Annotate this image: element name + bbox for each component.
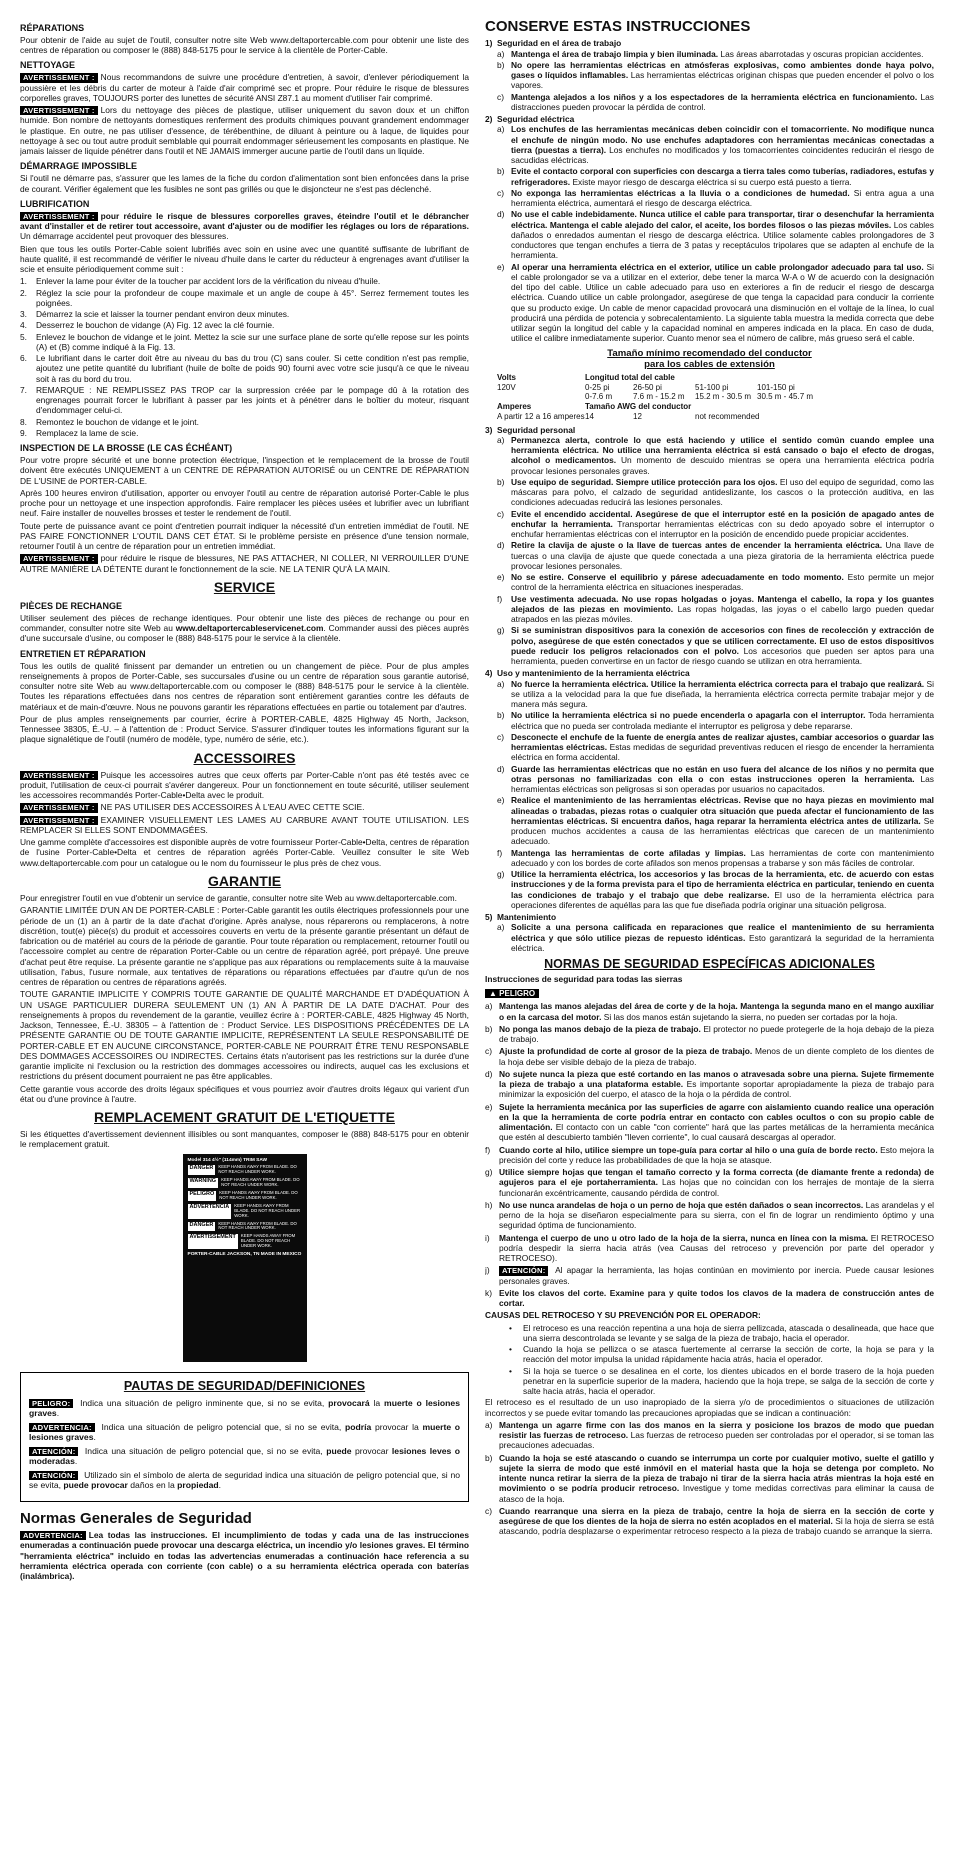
list-item: a) Los enchufes de las herramientas mecánicas deben coincidir con el tomacorriente. No modifique nunca el enchufe de ningún modo. No use enchufes adaptadores con herramientas mecánicas conectadas a tierra (puestas a tierra). Los enchufes no modificados y los tomacorrientes coincidentes reducirán el riesgo de sacudidas eléctricas. — [497, 124, 934, 166]
maintenance-text-2: Pour de plus amples renseignements par courrier, écrire à PORTER-CABLE, 4825 Highway 45 North, Jackson, Tennessee 38305, É.-U. – à l'attention de : Product Service. S'assurer d'indiquer toutes les informations figurant sur la plaque signalétique de l'outil (numéro de modèle, type, numéro de série, etc.). — [20, 713, 469, 745]
list-item: b) Use equipo de seguridad. Siempre utilice protección para los ojos. El uso del equipo de seguridad, como las máscaras para polvo, el calzado de seguridad antideslizante, los cascos o la protección auditiva, en las condiciones adecuadas reducirá las lesiones personales. — [497, 476, 934, 508]
brush-heading: INSPECTION DE LA BROSSE (LE CAS ÉCHÉANT) — [20, 443, 233, 454]
label-tag: ADVERTENCIA — [188, 1204, 232, 1219]
label-text: KEEP HANDS AWAY FROM BLADE. DO NOT REACH UNDER WORK. — [218, 1220, 297, 1231]
label-row — [188, 1165, 302, 1175]
accessories-warning-2: AVERTISSEMENT : NE PAS UTILISER DES ACCESSOIRES À L'EAU AVEC CETTE SCIE. — [20, 802, 469, 812]
section-1: 1) Seguridad en el área de trabajo — [485, 38, 622, 49]
atencion-badge: ATENCIÓN: — [29, 1447, 78, 1456]
table-cell: 14 — [585, 411, 594, 421]
list-item: h) No use nunca arandelas de hoja o un perno de hoja que estén dañados o sean incorrectos. Las arandelas y el perno de la hoja se diseñaron especialmente para su sierra, con el fin de lograr un rendimiento óptimo y una seguridad óptima de funcionamiento. — [485, 1199, 934, 1231]
label-footer: PORTER-CABLE JACKSON, TN MADE IN MEXICO — [187, 1252, 302, 1258]
warning-badge: AVERTISSEMENT : — [20, 771, 98, 780]
label-tag: PELIGRO — [188, 1191, 217, 1201]
section-5: 5) Mantenimiento — [485, 912, 557, 923]
list-item: c) Mantenga alejados a los niños y a los espectadores de la herramienta eléctrica en funcionamiento. Las distracciones pueden provocar la pérdida de control. — [497, 91, 934, 112]
label-text: KEEP HANDS AWAY FROM BLADE. DO NOT REACH UNDER WORK. — [240, 1233, 296, 1249]
label-row — [188, 1204, 302, 1219]
list-item: e) Realice el mantenimiento de las herramientas eléctricas. Revise que no haya piezas en movimiento mal alineadas o trabadas, piezas rotas o cualquier otra situación que pueda afectar el funcionamiento de las herramientas eléctricas. Si encuentra daños, haga reparar la herramienta eléctrica antes de utilizarla. Se producen muchos accidentes a causa de las herramientas eléctricas que carecen de un mantenimiento adecuado. — [497, 795, 934, 847]
cleaning-text-2: AVERTISSEMENT : Lors du nettoyage des pièces de plastique, utiliser uniquement du savon doux et un chiffon humide. Bon nombre de nettoyants domestiques renferment des produits chimiques pouvant grandement endommager le plastique. En outre, ne pas utiliser d'essence, de térébenthine, de diluant à peinture ou à laque, de liquides pour nettoyage à sec ou tout autre produit semblable qui pourrait endommager sérieusement les composants en plastique. Ne jamais laisser de liquide pénétrer dans l'outil et NE JAMAIS immerger aucune partie de l'outil dans un liquide. — [20, 105, 469, 157]
list-item: f) Use vestimenta adecuada. No use ropas holgadas o joyas. Mantenga el cabello, la ropa y los guantes alejados de las piezas en movimiento. Las ropas holgadas, las joyas o el cabello largo pueden quedar atrapados en las piezas móviles. — [497, 593, 934, 625]
definitions-title: PAUTAS DE SEGURIDAD/DEFINICIONES — [123, 1378, 366, 1393]
right-column — [485, 18, 934, 1876]
kickback-causes-text: El retroceso es el resultado de un uso inapropiado de la sierra y/o de procedimientos o situaciones de utilización incorrectos y se puede evitar tomando las precauciones apropiadas que se indican a continuación: — [485, 1397, 934, 1418]
cleaning-text-1: AVERTISSEMENT : Nous recommandons de suivre une procédure d'entretien, à savoir, d'enlever périodiquement la poussière et les débris du carter de moteur à l'aide d'air comprimé sec et propre. Pour réduire le risque de blessures corporelles graves, TOUJOURS porter des lunettes de sécurité ANSI Z87.1 au moment d'utiliser l'air comprimé. — [20, 72, 469, 103]
cable-table-title: Tamaño mínimo recomendado del conductor para los cables de extensión — [607, 347, 812, 371]
accessories-text-2: Une gamme complète d'accessoires est disponible auprès de votre fournisseur Porter-Cable•Delta, centres de réparation de l'usine Porter-Cable•Delta et centres de réparation agréés Porter-Cable. Veuillez consulter le site Web www.deltaportercable.com pour un catalogue ou le nom du fournisseur le plus près de chez vous. — [20, 837, 469, 868]
safety-definitions-box — [20, 1372, 469, 1502]
parts-heading: PIÈCES DE RECHANGE — [20, 600, 123, 611]
table-cell: 0-7.6 m — [585, 392, 613, 402]
lubrication-step: 1. Enlever la lame pour éviter de la toucher par accident lors de la vérification du niveau d'huile. — [20, 276, 381, 287]
list-item: k) Evite los clavos del corte. Examine para y quite todos los clavos de la madera de construcción antes de cortar. — [485, 1287, 934, 1309]
peligro-badge: PELIGRO: — [29, 1399, 73, 1408]
parts-text: Utiliser seulement des pièces de rechange identiques. Pour obtenir une liste des pièces de rechange ou pour en commander, consulter notre site Web au www.deltaportercableservicenet.com. Commander aussi des pièces auprès d'une succursale d'usine, ou composer le (888) 848-5175 pour le service à la clientèle. — [20, 612, 469, 644]
lubrication-step: 2. Réglez la scie pour la profondeur de coupe maximale et un angle de coupe à 45°. Serrez fermement toutes les poignées. — [20, 287, 469, 308]
brush-text-3: Toute perte de puissance avant ce point d'entretien pourrait indiquer la nécessité d'un entretien immédiat de l'outil. NE PAS FAIRE FONCTIONNER L'OUTIL DANS CET ÉTAT. Si le problème persiste en présence d'une tension normale, retourner l'outil à un centre de réparation pour un entretien immédiat. — [20, 520, 469, 552]
atencion-badge: ATENCIÓN: — [29, 1471, 78, 1480]
label-replacement-heading: REMPLACEMENT GRATUIT DE L'ETIQUETTE — [94, 1109, 395, 1126]
general-safety-heading: Normas Generales de Seguridad — [20, 1509, 252, 1527]
repairs-heading: RÉPARATIONS — [20, 23, 85, 33]
def-atencion-property: ATENCIÓN: Utilizado sin el símbolo de alerta de seguridad indica una situación de peligro potencial que, si no se evita, puede provocar daños en la propiedad. — [29, 1469, 461, 1491]
lubrication-step: 3. Démarrez la scie et laisser la tourner pendant environ deux minutes. — [20, 309, 290, 320]
def-peligro: PELIGRO: Indica una situación de peligro inminente que, si no se evita, provocará la muerte o lesiones graves. — [29, 1397, 460, 1419]
warning-label-image — [183, 1154, 307, 1362]
accessories-text-1: AVERTISSEMENT : Puisque les accessoires autres que ceux offerts par Porter-Cable n'ont pas été testés avec ce produit, l'utilisation de ceux-ci pourrait s'avérer dangereux. Pour un fonctionnement en toute sécurité, utiliser seulement les accessoires recommandés Porter-Cable•Delta avec le produit. — [20, 769, 469, 801]
warning-badge: AVERTISSEMENT : — [20, 73, 98, 82]
table-cell: 15.2 m - 30.5 m — [695, 392, 752, 402]
list-item: g) Utilice la herramienta eléctrica, los accesorios y las brocas de la herramienta, etc. de acuerdo con estas instrucciones y de la forma prevista para el tipo de herramienta eléctrica en particular, teniendo en cuenta las condiciones de trabajo y el trabajo que debe realizarse. El uso de la herramienta eléctrica para operaciones diferentes de aquéllas para las que fue diseñada podría originar una situación peligrosa. — [497, 869, 934, 910]
warning-badge: AVERTISSEMENT : — [20, 816, 98, 825]
peligro-badge: ▲ PELIGRO — [485, 989, 539, 999]
table-cell: 101-150 pi — [757, 382, 795, 392]
list-item: a) No fuerce la herramienta eléctrica. Utilice la herramienta eléctrica correcta para el trabajo que realizará. Si se utiliza a la velocidad para la que fue diseñada, la herramienta eléctrica correcta permite trabajar mejor y de manera más segura. — [497, 678, 934, 710]
list-item: c) Ajuste la profundidad de corte al grosor de la pieza de trabajo. Menos de un diente completo de los dientes de la hoja debe ser visible debajo de la pieza de trabajo. — [485, 1046, 934, 1067]
table-cell: not recommended — [695, 411, 760, 421]
warranty-text-2: GARANTIE LIMITÉE D'UN AN DE PORTER-CABLE : Porter-Cable garantit les outils électriques professionnels pour une période de un (1) an à partir de la date d'achat d'origine. Après analyse, nous réparerons ou remplacerons, à notre discrétion, tout(e) pièce(s) du produit et accessoires couverts en vertu de la présente garantie présentant un défaut de fabrication ou de matériel au cours de la période de garantie. Pour toute réparation ou remplacement, retourner l'outil ou l'accessoire complet au centre de réparation Porter-Cable ou un centre de réparation agréé, port prépayé. Une preuve d'achat peut être requise. La présente garantie ne s'applique pas aux réparations ou remplacements suite à la mauvaise utilisation, l'abus, l'usure normale, aux tentatives de réparations ou réparations effectuées par d'autre qu'un de nos centres de réparation ou centres de réparations agréés. — [20, 905, 469, 988]
list-item: c) Evite el encendido accidental. Asegúrese de que el interruptor esté en la posición de apagado antes de enchufar la herramienta. Transportar herramientas eléctricas con su dedo apoyado sobre el interruptor o enchufar herramientas eléctricas con el interruptor en la posición de encendido puede propiciar accidentes. — [497, 508, 934, 540]
list-item: e) Al operar una herramienta eléctrica en el exterior, utilice un cable prolongador adecuado para tal uso. Si el cable prolongador se va a utilizar en el exterior, debe tener la marca W-A o W de acuerdo con la designación del tipo del cable. Utilice un cable adecuado para uso en exteriores a fin de reducir el riesgo de descarga eléctrica. Cuando utilice un cable prolongador, asegúrese de que tenga la capacidad para conducir la corriente que su producto exige. Un cable de menor capacidad provocará una disminución en el voltaje de la línea, lo cual producirá una pérdida de potencia y sobrecalentamiento. La siguiente tabla muestra la medida correcta que debe utilizar según la longitud del cable y la capacidad nominal en amperes indicada en la placa. En caso de duda, utilice el calibre inmediatamente superior. Cuanto menor sea el número de calibre, más grueso será el cable. — [497, 261, 934, 344]
cable-table: Volts Longitud total del cable 120V 0-25 pi 26-50 pi 51-100 pi 101-150 pi 0-7.6 m 7.6 m - 15.2 m 15.2 m - 30.5 m 30.5 m - 45.7 m Amperes Tamaño AWG del conductor A partir 12 a 16 amperes 14 12 not recommended — [497, 373, 934, 422]
repairs-text: Pour obtenir de l'aide au sujet de l'outil, consulter notre site Web www.deltaportercable.com pour obtenir une liste des centres de réparation ou composer le (888) 848-5175 pour le service à la clientèle de Porter-Cable. — [20, 34, 469, 56]
label-text: KEEP HANDS AWAY FROM BLADE. DO NOT REACH UNDER WORK. — [234, 1202, 301, 1218]
general-safety-text: ADVERTENCIA: Lea todas las instrucciones. El incumplimiento de todas y cada una de las instrucciones enumeradas a continuación puede provocar una descarga eléctrica, un incendio y/o lesiones graves. El término "herramienta eléctrica" incluido en todas las advertencias enumeradas a continuación hace referencia a su herramienta eléctrica operada con corriente (con cable) o a su herramienta eléctrica operada con baterías (inalámbrica). — [20, 1530, 469, 1582]
warranty-text-4: Cette garantie vous accorde des droits légaux spécifiques et vous pourriez avoir d'autres droits légaux qui varient d'un état ou d'une province à l'autre. — [20, 1083, 469, 1104]
table-cell: 26-50 pi — [633, 382, 662, 392]
additional-safety-sub: Instrucciones de seguridad para todas las sierras — [485, 974, 683, 985]
kickback-bullet: • El retroceso es una reacción repentina a una hoja de sierra pellizcada, atascada o desalineada, que hace que una sierra descontrolada se levante y se salga de la pieza de trabajo, hacia el operador. — [509, 1322, 934, 1343]
lubrication-heading: LUBRIFICATION — [20, 198, 90, 209]
list-item: b) Cuando la hoja se esté atascando o cuando se interrumpa un corte por cualquier motivo, suelte el gatillo y sujete la sierra de modo que esté inmóvil en el material hasta que la hoja se detenga por completo. No intente nunca retirar la sierra de la pieza de trabajo ni tirar de la sierra hacia atrás mientras la hoja esté en movimiento o se podría producir retroceso. Investigue y tome medidas correctivas para eliminar la causa de atasco de la hoja. — [485, 1452, 934, 1504]
warranty-heading: GARANTIE — [207, 872, 282, 889]
lubrication-step: 7. REMARQUE : NE REMPLISSEZ PAS TROP car la surpression créée par le pompage dû à la rotation des engrenages pourrait forcer le lubrifiant à passer par les joints et à pénétrer dans le boîtier du moteur, risquant d'endommager celui-ci. — [20, 384, 469, 416]
additional-safety-heading: NORMAS DE SEGURIDAD ESPECÍFICAS ADICIONALES — [544, 957, 875, 972]
lubrication-warning: AVERTISSEMENT : pour réduire le risque de blessures corporelles graves, éteindre l'outil et le débrancher avant d'installer et de retirer tout accessoire, avant d'ajuster ou de modifier les réglages ou lors de réparations. Un démarrage accidentel peut provoquer des blessures. — [20, 210, 469, 242]
lubrication-step: 6. Le lubrifiant dans le carter doit être au niveau du bas du trou (C) sans couler. Si cette condition n'est pas remplie, ajoutez une petite quantité du lubrifiant (huile de boîte de poids 90) fourni avec votre scie jusqu'à ce que le niveau soit à ras du bord du trou. — [20, 353, 469, 384]
kickback-causes-heading: CAUSAS DEL RETROCESO Y SU PREVENCIÓN POR EL OPERADOR: — [485, 1310, 761, 1321]
lubrication-step: 5. Enlevez le bouchon de vidange et le joint. Mettez la scie sur une surface plane de sorte qu'elle repose sur les points (A) et (B) comme indiqué à la Fig. 13. — [20, 331, 469, 352]
kickback-bullet: • Cuando la hoja se pellizca o se atasca fuertemente al cerrarse la sección de corte, la hoja se para y la reacción del motor impulsa la unidad rápidamente hacia atrás, hacia el operador. — [509, 1344, 934, 1365]
label-tag: AVERTISSEMENT — [188, 1234, 238, 1249]
parts-url[interactable]: www.deltaportercableservicenet.com — [175, 623, 324, 634]
section-2: 2) Seguridad eléctrica — [485, 114, 575, 125]
brush-text-1: Pour votre propre sécurité et une bonne protection électrique, l'inspection et le remplacement de la brosse de l'outil doivent être exécutés UNIQUEMENT à un CENTRE DE RÉPARATION AUTORISÉ ou un CENTRE DE RÉPARATION DE L'USINE de PORTER-CABLE. — [20, 455, 469, 486]
label-row — [188, 1178, 302, 1188]
label-text: KEEP HANDS AWAY FROM BLADE. DO NOT REACH UNDER WORK. — [218, 1164, 297, 1175]
table-cell: 12 — [633, 411, 642, 421]
atencion-badge: ATENCIÓN: — [499, 1266, 548, 1275]
label-tag: DANGER — [188, 1222, 216, 1232]
list-item: a) Mantenga un agarre firme con las dos manos en la sierra y posicione los brazos de modo que puedan resistir las fuerzas de retroceso. Las fuerzas de retroceso pueden ser controladas por el operador, si se toman las precauciones adecuadas. — [485, 1419, 934, 1451]
list-item: i) Mantenga el cuerpo de uno u otro lado de la hoja de la sierra, nunca en línea con la misma. El RETROCESO podría despedir la sierra hacia atrás (vea Causas del retroceso y prevención por parte del operador y RETROCESO). — [485, 1232, 934, 1264]
list-item: e) Sujete la herramienta mecánica por las superficies de agarre con aislamiento cuando realice una operación en la que la herramienta de corte podría entrar en contacto con cables ocultos o con su propio cable de alimentación. El contacto con un cable "con corriente" hará que las partes metálicas de la herramienta mecánica que estén al descubierto también "lleven corriente", lo cual causará descargas al operador. — [485, 1101, 934, 1143]
list-item: a) Mantenga el área de trabajo limpia y bien iluminada. Las áreas abarrotadas y oscuras propician accidentes. — [497, 48, 924, 59]
def-atencion: ATENCIÓN: Indica una situación de peligro potencial que, si no se evita, puede provocar lesiones leves o moderadas. — [29, 1445, 461, 1467]
label-tag: WARNING — [188, 1178, 219, 1188]
service-heading: SERVICE — [213, 578, 276, 595]
list-item: f) Cuando corte al hilo, utilice siempre un tope-guía para cortar al hilo o una guía de borde recto. Esto mejora la precisión del corte y reduce las probabilidades de que la hoja se atasque. — [485, 1144, 934, 1165]
list-item: c) Cuando rearranque una sierra en la pieza de trabajo, centre la hoja de sierra en la sección de corte y asegúrese de que los dientes de la hoja de sierra no estén acoplados en el material. Si la hoja de sierra se está atascando, podría desplazarse o experimentar retroceso respecto a la pieza de trabajo cuando se arranque la sierra. — [485, 1505, 934, 1537]
list-item: a) Mantenga las manos alejadas del área de corte y de la hoja. Mantenga la segunda mano en el mango auxiliar o en la carcasa del motor. Si las dos manos están sujetando la sierra, no pueden ser cortadas por la hoja. — [485, 1001, 934, 1022]
table-cell: 0-25 pi — [585, 382, 610, 392]
list-item: d) No use el cable indebidamente. Nunca utilice el cable para transportar, tirar o desenchufar la herramienta eléctrica. Mantenga el cable alejado del calor, el aceite, los bordes filosos o las piezas móviles. Los cables dañados o enredados aumentan el riesgo de descarga eléctrica. Utilice solamente cables prolongadores de 3 conductores que tengan enchufes a tierra de 3 patas y receptáculos tripolares que se adapten al enchufe de la herramienta. — [497, 209, 934, 261]
start-heading: DÉMARRAGE IMPOSSIBLE — [20, 161, 138, 172]
table-cell: 7.6 m - 15.2 m — [633, 392, 685, 402]
list-item: d) Retire la clavija de ajuste o la llave de tuercas antes de encender la herramienta eléctrica. Una llave de tuercas o una clavija de ajuste que quede conectada a una pieza giratoria de la herramienta eléctrica puede provocar lesiones personales. — [497, 540, 934, 571]
list-item: g) Si se suministran dispositivos para la conexión de accesorios con fines de recolección y extracción de polvo, asegúrese de que estén conectados y que se utilicen correctamente. El uso de estos dispositivos puede reducir los peligros relacionados con el polvo. Los accesorios que pueden ser aptos para una herramienta, pueden convertirse en un factor de riesgo cuando se utilizan en otra herramienta. — [497, 625, 934, 667]
warning-badge: AVERTISSEMENT : — [20, 803, 98, 812]
lubrication-step: 4. Desserrez le bouchon de vidange (A) Fig. 12 avec la clé fournie. — [20, 320, 275, 331]
section-3: 3) Seguridad personal — [485, 424, 576, 435]
list-item: j) ATENCIÓN: Al apagar la herramienta, las hojas continúan en movimiento por inercia. Puede causar lesiones personales graves. — [485, 1265, 934, 1286]
warranty-text-3: TOUTE GARANTIE IMPLICITE Y COMPRIS TOUTE GARANTIE DE QUALITÉ MARCHANDE ET D'ADÉQUATION À UN USAGE PARTICULIER DURERA SEULEMENT UN (1) AN À PARTIR DE LA DATE D'ACHAT. Pour des renseignements à propos du revendement de la garantie, veuillez écrire à : PORTER-CABLE, 4825 Highway 45 North, Jackson, Tennessee, É.-U. 38305 – à l'attention de : Product Service. LES DISPOSITIONS PRÉCÉDENTES DE LA PRÉSENTE GARANTIE OU DE TOUTE GARANTIE IMPLICITE, REPRÉSENTENT LA SEULE RESPONSABILITÉ DE PORTER-CABLE ET EN AUCUNE CIRCONSTANCE, PORTER-CABLE NE POURRAIT ÊTRE TENU RESPONSABLE DES DOMMAGES ACCESSOIRES OU INDIRECTES. Certains états n'autorisent pas les restrictions sur la durée d'une garantie implicite ni l'exclusion ou la restriction des dommages accessoires ou indirects, auquel cas les exclusions et restrictions du présent document pourraient ne pas être applicables. — [20, 989, 469, 1082]
advertencia-badge: ADVERTENCIA: — [20, 1531, 86, 1540]
brush-warning: AVERTISSEMENT : pour réduire le risque de blessures, NE PAS ATTACHER, NI COLLER, NI VERROUILLER D'UNE AUTRE MANIÈRE LA DÉTENTE durant le fonctionnement de la scie. NE LA TENIR QU'À LA MAIN. — [20, 553, 469, 574]
start-text: Si l'outil ne démarre pas, s'assurer que les lames de la fiche du cordon d'alimentation sont bien enfoncées dans la prise de courant. Vérifier également que les fusibles ne sont pas grillés ou que le disjoncteur ne s'est pas déclenché. — [20, 173, 469, 194]
left-column — [20, 18, 469, 1876]
label-tag: DANGER — [188, 1165, 216, 1175]
accessories-heading: ACCESSOIRES — [193, 749, 296, 766]
kickback-bullet: • Si la hoja se tuerce o se desalinea en el corte, los dientes ubicados en el borde trasero de la hoja pueden penetrar en la superficie superior de la madera, haciendo que la hoja trepe, se salga de la sección de corte y salte hacia atrás, hacia el operador. — [509, 1365, 934, 1397]
label-row — [188, 1222, 302, 1232]
label-row — [188, 1234, 302, 1249]
table-cell: 51-100 pi — [695, 382, 729, 392]
warning-badge: AVERTISSEMENT : — [20, 554, 98, 563]
list-item: g) Utilice siempre hojas que tengan el tamaño correcto y la forma correcta (de diamante frente a redonda) de agujeros para el eje portaherramienta. Las hojas que no coincidan con los herrajes de montaje de la sierra funcionarán excéntricamente, causando pérdida de control. — [485, 1167, 934, 1198]
list-item: f) Mantenga las herramientas de corte afiladas y limpias. Las herramientas de corte con mantenimiento adecuado y con los bordes de corte afilados son menos propensas a trabarse y son más fáciles de controlar. — [497, 847, 934, 868]
list-item: c) Desconecte el enchufe de la fuente de energía antes de realizar ajustes, cambiar accesorios o guardar las herramientas eléctricas. Estas medidas de seguridad preventivas reducen el riesgo de encender la herramienta eléctrica en forma accidental. — [497, 731, 934, 763]
list-item: e) No se estire. Conserve el equilibrio y párese adecuadamente en todo momento. Esto permite un mejor control de la herramienta eléctrica en situaciones inesperadas. — [497, 572, 934, 593]
list-item: a) Solicite a una persona calificada en reparaciones que realice el mantenimiento de su herramienta eléctrica y que sólo utilice piezas de repuesto idénticas. Esto garantizará la seguridad de la herramienta eléctrica. — [497, 922, 934, 953]
cleaning-heading: NETTOYAGE — [20, 60, 76, 71]
label-text: KEEP HANDS AWAY FROM BLADE. DO NOT REACH UNDER WORK. — [221, 1176, 300, 1187]
list-item: b) Evite el contacto corporal con superficies con descarga a tierra tales como tuberías, radiadores, estufas y refrigeradores. Existe mayor riesgo de descarga eléctrica si su cuerpo está puesto a tierra. — [497, 166, 934, 187]
list-item: b) No ponga las manos debajo de la pieza de trabajo. El protector no puede protegerle de la hoja debajo de la pieza de trabajo. — [485, 1023, 934, 1045]
warning-badge: AVERTISSEMENT : — [20, 106, 98, 115]
warranty-text-1: Pour enregistrer l'outil en vue d'obtenir un service de garantie, consulter notre site Web au www.deltaportercable.com. — [20, 893, 457, 904]
label-text: KEEP HANDS AWAY FROM BLADE. DO NOT REACH UNDER WORK. — [219, 1189, 298, 1200]
list-item: a) Permanezca alerta, controle lo que está haciendo y utilice el sentido común cuando emplee una herramienta eléctrica. No utilice una herramienta eléctrica si está cansado o bajo el efecto de drogas, alcohol o medicamentos. Un momento de descuido mientras se opera una herramienta eléctrica podría provocar lesiones personales graves. — [497, 434, 934, 476]
brush-text-2: Après 100 heures environ d'utilisation, apporter ou envoyer l'outil au centre de réparation autorisé Porter-Cable le plus proche pour un nettoyage et une inspection approfondis. Faire remplacer les pièces usées et lubrifier avec un lubrifiant neuf. Faire installer de nouvelles brosses et tester le rendement de l'outil. — [20, 487, 469, 519]
lubrication-steps — [20, 276, 469, 438]
advertencia-badge: ADVERTENCIA: — [29, 1423, 95, 1432]
accessories-warning-3: AVERTISSEMENT : EXAMINER VISUELLEMENT LES LAMES AU CARBURE AVANT TOUTE UTILISATION. LES REMPLACER SI ELLES SONT ENDOMMAGÉES. — [20, 814, 469, 835]
maintenance-heading: ENTRETIEN ET RÉPARATION — [20, 648, 146, 659]
section-4: 4) Uso y mantenimiento de la herramienta eléctrica — [485, 668, 690, 679]
def-advertencia: ADVERTENCIA: Indica una situación de peligro potencial que, si no se evita, podría provocar la muerte o lesiones graves. — [29, 1421, 461, 1443]
lubrication-text: Bien que tous les outils Porter-Cable soient lubrifiés avec soin en usine avec une quantité suffisante de lubrifiant de haute qualité, il est recommandé de vérifier le niveau d'huile dans le carter du réducteur à engrenages avant d'utiliser la scie et ensuite périodiquement comme suit : — [20, 243, 469, 275]
label-replacement-text: Si les étiquettes d'avertissement deviennent illisibles ou sont manquantes, composer le (888) 848-5175 pour en obtenir le remplacement gratuit. — [20, 1129, 469, 1150]
list-item: b) No opere las herramientas eléctricas en atmósferas explosivas, como ambientes donde haya polvo, gases o líquidos inflamables. Las herramientas eléctricas originan chispas que pueden encender el polvo o los vapores. — [497, 59, 934, 91]
list-item: d) Guarde las herramientas eléctricas que no están en uso fuera del alcance de los niños y no permita que otras personas no familiarizadas con ella o con estas instrucciones operen la herramienta. Las herramientas eléctricas son peligrosas si son operadas por usuarios no capacitados. — [497, 763, 934, 795]
warning-badge: AVERTISSEMENT : — [20, 212, 98, 221]
list-item: b) No utilice la herramienta eléctrica si no puede encenderla o apagarla con el interruptor. Toda herramienta eléctrica que no pueda ser controlada mediante el interruptor es peligrosa y debe repararse. — [497, 710, 934, 731]
list-item: d) No sujete nunca la pieza que esté cortando en las manos o atravesada sobre una pierna. Sujete firmemente la pieza de trabajo a una plataforma estable. Es importante soportar apropiadamente la pieza de trabajo para minimizar la exposición del cuerpo, el atasco de la hoja o la pérdida de control. — [485, 1068, 934, 1100]
label-row — [188, 1191, 302, 1201]
table-cell: 30.5 m - 45.7 m — [757, 392, 814, 402]
maintenance-text-1: Tous les outils de qualité finissent par demander un entretien ou un changement de pièce. Pour de plus amples renseignements à propos de Porter-Cable, ses succursales d'usine ou un centre de réparation sous garantie autorisé, consulter notre site Web au www.deltaportercable.com ou composer le (888) 848-5175 pour le service à la clientèle. Toutes les réparations effectuées dans nos centres de réparation sont entièrement garanties contre les défauts de matériaux et de main-d'œuvre. Nous ne pouvons garantir les réparations effectuées en partie ou totalement par d'autres. — [20, 660, 469, 712]
lubrication-step: 9. Remplacez la lame de scie. — [20, 427, 139, 438]
label-title: Model 314 4½" (114mm) TRIM SAW — [187, 1157, 268, 1163]
list-item: c) No exponga las herramientas eléctricas a la lluvia o a condiciones de humedad. Si entra agua a una herramienta eléctrica, aumentará el riesgo de descarga eléctrica. — [497, 187, 934, 209]
lubrication-step: 8. Remontez le bouchon de vidange et le joint. — [20, 416, 199, 427]
conserve-heading: CONSERVE ESTAS INSTRUCCIONES — [485, 18, 751, 35]
